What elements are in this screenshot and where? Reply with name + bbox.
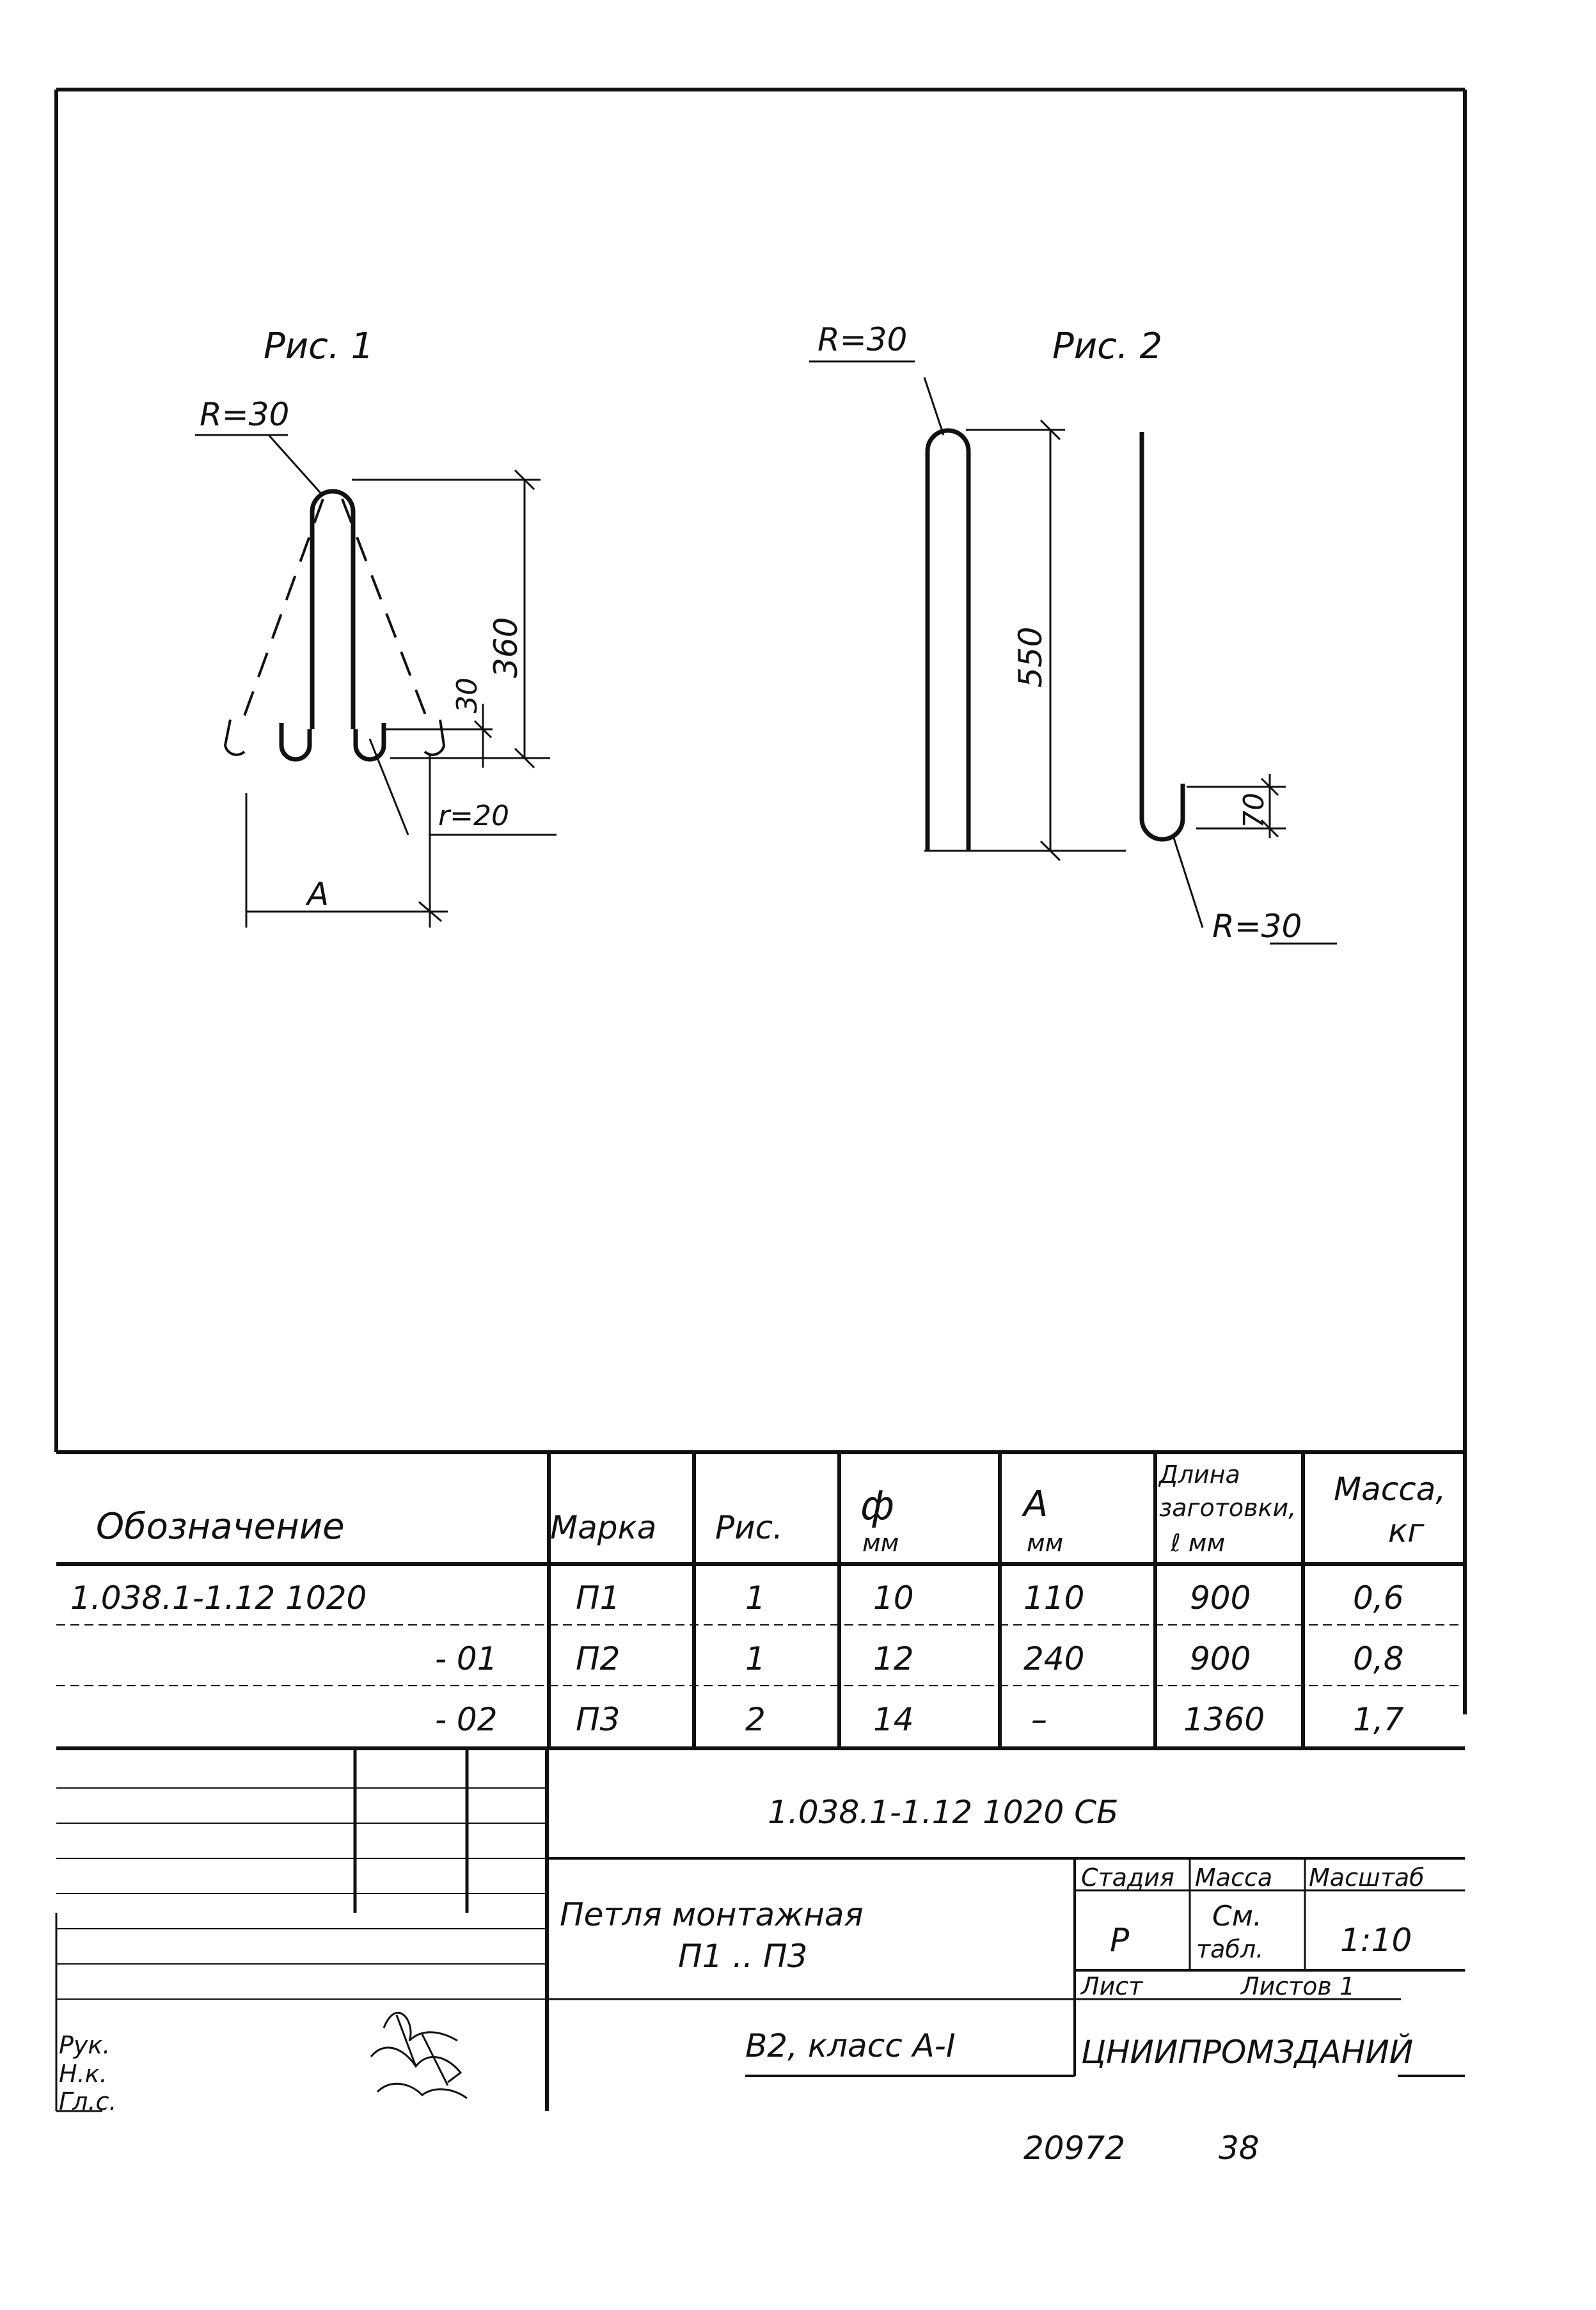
row-length: 900 bbox=[1190, 1579, 1251, 1617]
figure-1-radius-hook: r=20 bbox=[438, 800, 509, 832]
scale-value: 1:10 bbox=[1340, 1922, 1412, 1959]
handwritten-signatures bbox=[371, 2013, 467, 2098]
row-length: 900 bbox=[1190, 1640, 1251, 1677]
figure-1-dashed-hook-left bbox=[225, 720, 244, 755]
row-mass: 1,7 bbox=[1353, 1701, 1404, 1738]
document-code: 1.038.1-1.12 1020 СБ bbox=[768, 1794, 1119, 1831]
sheet-label: Лист bbox=[1081, 1972, 1143, 2000]
table-row bbox=[435, 1640, 1404, 1677]
row-diameter: 14 bbox=[873, 1701, 914, 1738]
mass-value-line1: См. bbox=[1212, 1900, 1262, 1933]
figure-2-dim-hook: 70 bbox=[1238, 793, 1270, 828]
material: В2, класс А-I bbox=[745, 2027, 956, 2064]
figure-1-radius-top: R=30 bbox=[200, 396, 290, 433]
row-mark: П1 bbox=[576, 1579, 620, 1617]
header-a-symbol: А bbox=[1023, 1483, 1048, 1525]
staff-role: Гл.с. bbox=[59, 2087, 117, 2116]
row-mass: 0,6 bbox=[1353, 1579, 1404, 1617]
row-diameter: 10 bbox=[873, 1579, 914, 1617]
figure-2-hook-bar bbox=[1142, 432, 1183, 839]
row-length: 1360 bbox=[1183, 1701, 1265, 1738]
row-fig: 1 bbox=[745, 1640, 766, 1677]
row-a: 240 bbox=[1023, 1640, 1085, 1677]
title-line2: П1 .. П3 bbox=[678, 1938, 808, 1975]
row-a: 110 bbox=[1023, 1579, 1085, 1617]
spec-table bbox=[56, 1452, 1465, 1748]
header-fig: Рис. bbox=[715, 1509, 784, 1546]
title-block bbox=[56, 1748, 1465, 2167]
figure-1-dim-height: 360 bbox=[487, 617, 525, 678]
staff-role: Рук. bbox=[59, 2031, 111, 2059]
row-designation: - 02 bbox=[435, 1701, 498, 1738]
row-a: – bbox=[1031, 1701, 1047, 1738]
table-row bbox=[435, 1701, 1404, 1738]
header-designation: Обозначение bbox=[96, 1506, 345, 1547]
figure-1-dashed-hook-right bbox=[425, 720, 444, 755]
header-a-unit: мм bbox=[1027, 1529, 1064, 1557]
mass-value-line2: табл. bbox=[1196, 1935, 1264, 1963]
figure-1-title: Рис. 1 bbox=[264, 326, 374, 367]
row-mass: 0,8 bbox=[1353, 1640, 1404, 1677]
header-length-line2: заготовки, bbox=[1159, 1494, 1297, 1522]
figure-1 bbox=[195, 326, 557, 928]
figure-1-loop bbox=[312, 491, 353, 729]
header-diameter-unit: мм bbox=[862, 1529, 899, 1557]
header-mass-line2: кг bbox=[1388, 1512, 1425, 1549]
header-length-line3: ℓ мм bbox=[1171, 1529, 1226, 1557]
header-mark: Марка bbox=[550, 1509, 657, 1546]
stage-label: Стадия bbox=[1081, 1863, 1174, 1892]
figure-1-dim-hook: 30 bbox=[451, 677, 484, 713]
header-length-line1: Длина bbox=[1159, 1460, 1240, 1489]
row-fig: 1 bbox=[745, 1579, 766, 1617]
row-diameter: 12 bbox=[873, 1640, 914, 1677]
header-mass-line1: Масса, bbox=[1334, 1471, 1446, 1508]
figure-1-dim-width: A bbox=[307, 876, 329, 913]
organization: ЦНИИПРОМЗДАНИЙ bbox=[1081, 2034, 1414, 2071]
scale-label: Масштаб bbox=[1309, 1863, 1425, 1892]
figure-2-radius-hook: R=30 bbox=[1212, 908, 1302, 945]
table-row bbox=[70, 1579, 1404, 1617]
figure-2 bbox=[809, 321, 1337, 945]
title-line1: Петля монтажная bbox=[560, 1896, 864, 1933]
header-diameter-symbol: ф bbox=[860, 1482, 895, 1529]
staff-role: Н.к. bbox=[59, 2060, 107, 2088]
figure-2-title: Рис. 2 bbox=[1052, 326, 1163, 367]
figure-1-left-hook bbox=[281, 723, 310, 759]
figure-2-radius-top: R=30 bbox=[818, 321, 908, 358]
figure-2-dim-length: 550 bbox=[1012, 626, 1049, 688]
footer-page: 38 bbox=[1219, 2130, 1260, 2167]
footer-number: 20972 bbox=[1023, 2130, 1126, 2167]
row-mark: П2 bbox=[576, 1640, 620, 1677]
sheets-label: Листов 1 bbox=[1241, 1972, 1355, 2000]
row-mark: П3 bbox=[576, 1701, 620, 1738]
stage-value: Р bbox=[1110, 1922, 1130, 1959]
row-fig: 2 bbox=[745, 1701, 766, 1738]
row-designation: 1.038.1-1.12 1020 bbox=[70, 1579, 367, 1617]
figure-2-loop bbox=[928, 431, 968, 851]
row-designation: - 01 bbox=[435, 1640, 498, 1677]
mass-label: Масса bbox=[1195, 1863, 1273, 1892]
